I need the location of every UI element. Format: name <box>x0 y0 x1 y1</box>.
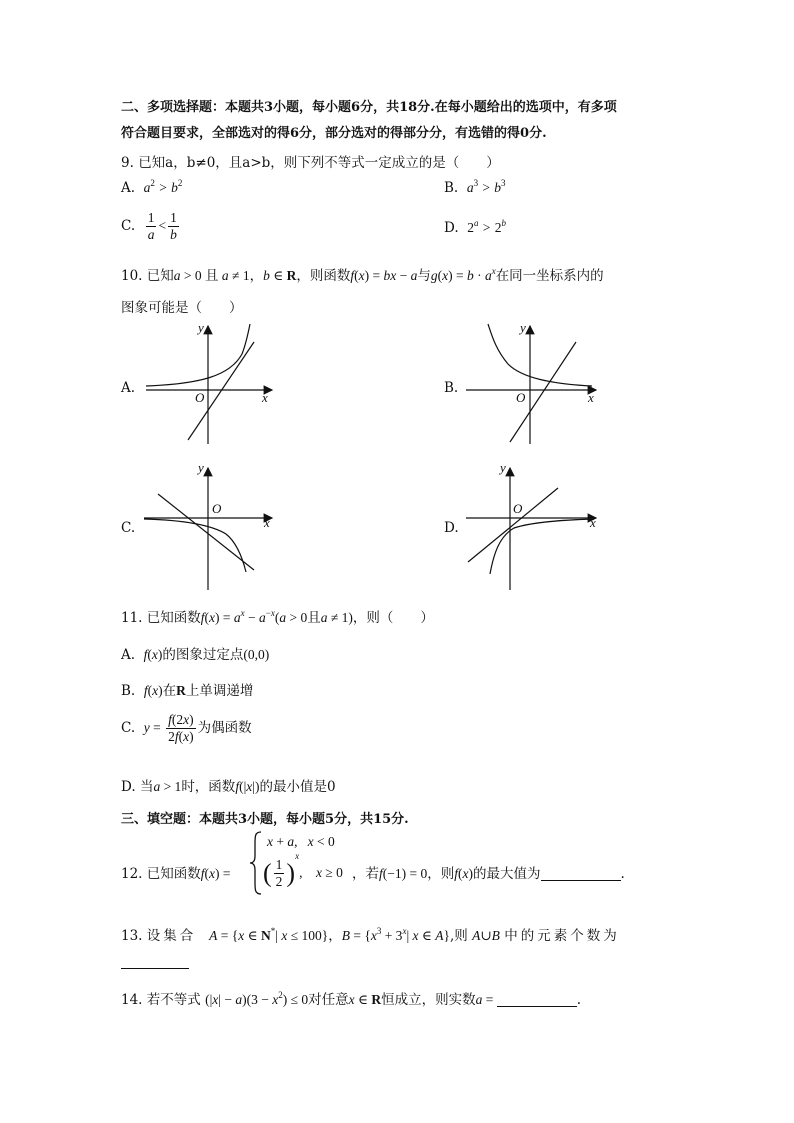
q11-option-b: B. f(x)在R上单调递增 <box>121 683 254 699</box>
graph-b-x-label: x <box>588 390 594 405</box>
graph-b-origin-label: O <box>516 390 526 405</box>
q14-stem: 14. 若不等式 $(|x| - a)(3 - x^2) \le 0$对任意x ∈ R恒成立，则实数a = . <box>121 990 582 1008</box>
graph-a-label: A. <box>121 380 136 396</box>
q9-option-a: A. $a^2 > b^2$ <box>121 178 183 196</box>
graph-a-y-label: y <box>198 320 204 335</box>
piecewise-case2: ( $\frac{1}{2}$ )$^x$, x ≥ 0 <box>263 851 343 889</box>
q9-option-d: D. 2$^a$ > 2$^b$ <box>444 218 506 236</box>
graph-d-x-label: x <box>590 515 596 530</box>
q11-option-a: A. f(x)的图象过定点(0,0) <box>121 647 270 663</box>
graph-b <box>462 320 602 445</box>
graph-b-label: B. <box>444 380 459 396</box>
q9-option-c: C. $\frac{1}{a}$ < $\frac{1}{b}$ <box>121 210 177 242</box>
q9-stem <box>121 151 500 171</box>
graph-b-y-label: y <box>520 320 526 335</box>
graph-b-exp-curve <box>488 324 592 386</box>
q10-stem: 10. 已知a > 0 且 a ≠ 1，b ∈ R，则函数f(x) = bx − a与$g(x) = b \cdot a^x$在同一坐标系内的 <box>121 266 604 284</box>
q12-stem-left: 12. 已知函数f(x) = <box>121 866 231 882</box>
graph-d-origin-label: O <box>513 501 523 516</box>
section2-heading-line1: 二、多项选择题：本题共3小题，每小题6分，共18分.在每小题给出的选项中，有多项 <box>121 100 617 115</box>
graph-c-line <box>158 494 254 570</box>
q12-answer-blank[interactable] <box>541 866 621 881</box>
q13-stem: 13. 设集合 A = {x ∈ N*| x ≤ 100}，$B = \{x^3 + 3^x|$ x ∈ A},则 A∪B 中的元素个数为 <box>121 926 620 944</box>
q14-answer-blank[interactable] <box>497 992 577 1007</box>
piecewise-brace <box>249 830 263 896</box>
graph-c-label: C. <box>121 520 136 536</box>
graph-c-y-label: y <box>198 460 204 475</box>
graph-c-x-label: x <box>264 515 270 530</box>
graph-d-line <box>468 488 558 562</box>
piecewise-case1: x + a, x < 0 <box>267 834 335 849</box>
graph-c-exp-curve <box>144 519 246 572</box>
graph-a-origin-label: O <box>195 390 205 405</box>
graph-d-y-label: y <box>500 460 506 475</box>
q9-number: 9. <box>121 155 134 171</box>
q11-option-c: C. y = $\frac{f(2x)}{2f(x)}$ 为偶函数 <box>121 712 252 744</box>
graph-c <box>140 462 280 592</box>
graph-a <box>140 320 280 445</box>
q12-stem-right: ，若f(−1) = 0，则f(x)的最大值为 . <box>352 866 625 882</box>
graph-d-label: D. <box>444 520 459 536</box>
q12-piecewise <box>249 830 359 896</box>
section2-heading-line2: 符合题目要求，全部选对的得6分，部分选对的得部分分，有选错的得0分. <box>121 126 547 141</box>
q13-answer-blank[interactable] <box>121 968 189 969</box>
q10-stem-line2: 图象可能是（ ） <box>121 300 243 316</box>
q9-option-b: B. $a^3 > b^3$ <box>444 178 506 196</box>
graph-d-exp-curve <box>490 519 594 574</box>
q11-option-d: D. 当a > 1时，函数f(|x|)的最小值是0 <box>121 779 336 795</box>
graph-c-origin-label: O <box>212 501 222 516</box>
graph-d <box>462 462 602 592</box>
q11-stem: 11. 已知函数$f(x) = a^x - a^{-x}(a > 0$且a ≠ 1)，则（ ） <box>121 608 434 626</box>
graph-a-x-label: x <box>262 390 268 405</box>
q9-stem-text: 已知a，b≠0，且a>b，则下列不等式一定成立的是（ ） <box>138 155 500 171</box>
section3-heading: 三、填空题：本题共3小题，每小题5分，共15分. <box>121 812 409 827</box>
